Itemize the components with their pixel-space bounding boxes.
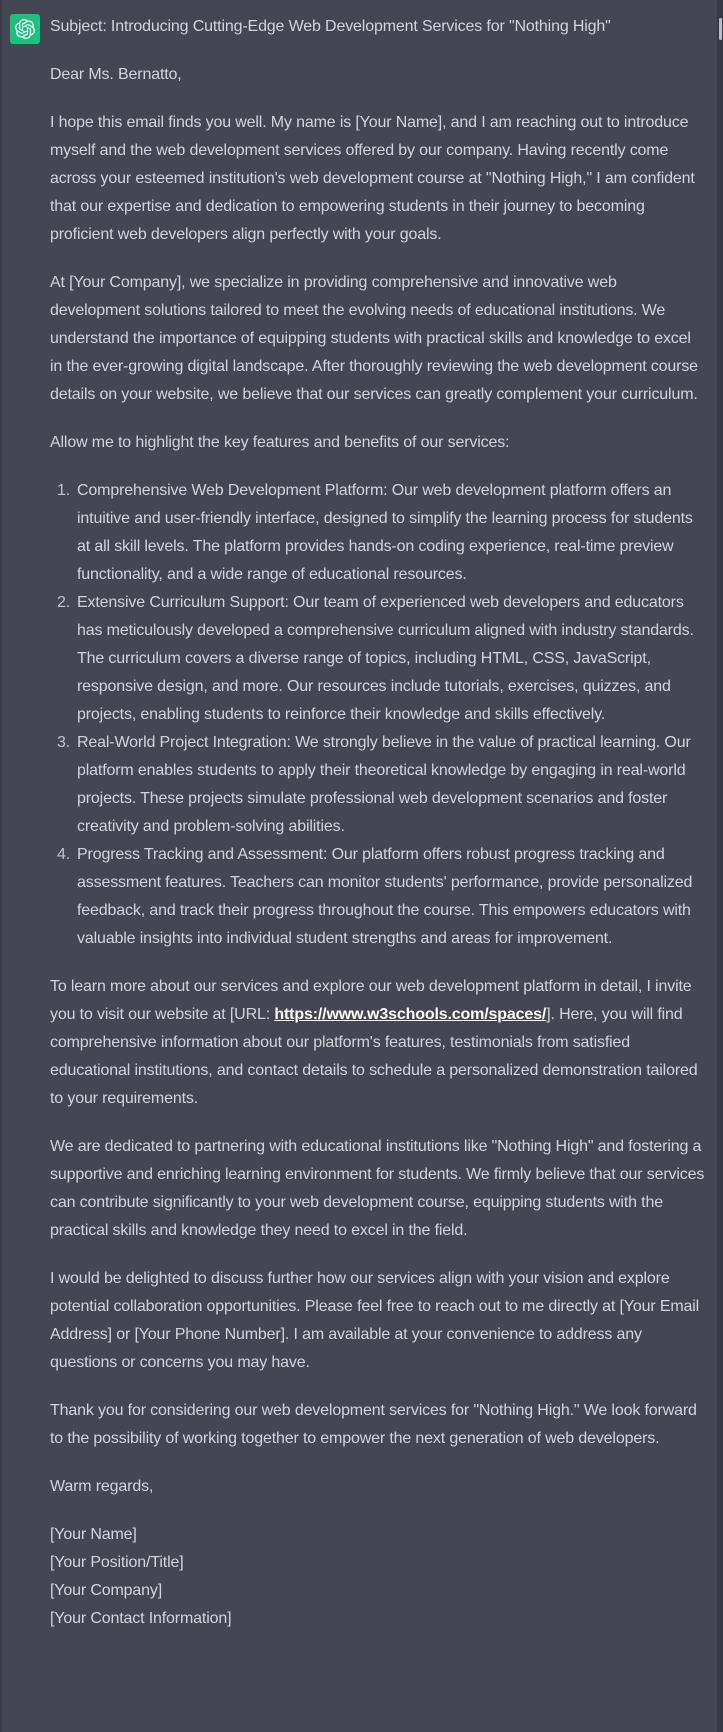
list-item-number: 3.	[56, 734, 70, 751]
signature-position: [Your Position/Title]	[50, 1554, 184, 1571]
signature-name: [Your Name]	[50, 1526, 137, 1543]
list-item	[50, 729, 705, 841]
email-paragraph-discuss: I would be delighted to discuss further how our services align with your vision and explore potential collaboration opportunities. Please feel free to reach out to me directly at [Your Email Address] or [Your Phone Number]. I am available at your convenience to address any questions or concerns you may have.	[50, 1270, 700, 1371]
list-item-number: 1.	[56, 482, 70, 499]
email-paragraph-dedicated: We are dedicated to partnering with educational institutions like "Nothing High" and fostering a supportive and enriching learning environment for students. We firmly believe that our services can contribute significantly to your web development course, equipping students with the practical skills and knowledge they need to excel in the field.	[50, 1138, 705, 1239]
email-greeting: Dear Ms. Bernatto,	[50, 66, 182, 83]
scrollbar-track[interactable]	[717, 0, 723, 1732]
website-paragraph-before-link: To learn more about our services and explore our web development platform in detail, I invite you to visit our website at [URL:	[50, 978, 692, 1023]
website-paragraph-after-link: ]. Here, you will find comprehensive information about our platform's features, testimonials from satisfied educational institutions, and contact details to schedule a personalized demonstration tailored to your requirements.	[50, 1006, 698, 1107]
scrollbar-thumb[interactable]	[719, 18, 722, 40]
signature-company: [Your Company]	[50, 1582, 163, 1599]
email-paragraph-company: At [Your Company], we specialize in providing comprehensive and innovative web development solutions tailored to meet the evolving needs of educational institutions. We understand the importance of equipping students with practical skills and knowledge to excel in the ever-growing digital landscape. After thoroughly reviewing the web development course details on your website, we believe that our services can greatly complement your curriculum.	[50, 274, 698, 403]
list-item	[50, 841, 705, 953]
chatgpt-logo-icon	[15, 19, 35, 39]
list-item-text: Comprehensive Web Development Platform: Our web development platform offers an intuitive and user-friendly interface, designed to simplify the learning process for students at all skill levels. The platform provides hands-on coding experience, real-time preview functionality, and a wide range of educational resources.	[77, 482, 693, 583]
email-paragraph-thanks: Thank you for considering our web development services for "Nothing High." We look forward to the possibility of working together to empower the next generation of web developers.	[50, 1402, 697, 1447]
list-item-text: Progress Tracking and Assessment: Our platform offers robust progress tracking and assessment features. Teachers can monitor students' performance, provide personalized feedback, and track their progress throughout the course. This empowers educators with valuable insights into individual student strengths and areas for improvement.	[77, 846, 693, 947]
list-item	[50, 477, 705, 589]
email-subject-line: Subject: Introducing Cutting-Edge Web Development Services for "Nothing High"	[50, 18, 611, 35]
email-paragraph-website	[50, 973, 705, 1113]
list-item-text: Extensive Curriculum Support: Our team of experienced web developers and educators has meticulously developed a comprehensive curriculum aligned with industry standards. The curriculum covers a diverse range of topics, including HTML, CSS, JavaScript, responsive design, and more. Our resources include tutorials, exercises, quizzes, and projects, enabling students to reinforce their knowledge and skills effectively.	[77, 594, 694, 723]
email-paragraph-highlight: Allow me to highlight the key features and benefits of our services:	[50, 434, 510, 451]
email-sign-off: Warm regards,	[50, 1478, 154, 1495]
list-item-number: 4.	[56, 846, 70, 863]
list-item-text: Real-World Project Integration: We strongly believe in the value of practical learning. Our platform enables students to apply their theoretical knowledge by engaging in real-world projects. These projects simulate professional web development scenarios and foster creativity and problem-solving abilities.	[77, 734, 691, 835]
website-link[interactable]: https://www.w3schools.com/spaces/	[274, 1006, 547, 1023]
email-paragraph-intro: I hope this email finds you well. My name is [Your Name], and I am reaching out to introduce myself and the web development services offered by our company. Having recently come across your esteemed institution's web development course at "Nothing High," I am confident that our expertise and dedication to empowering students in their journey to becoming proficient web developers align perfectly with your goals.	[50, 114, 695, 243]
list-item	[50, 589, 705, 729]
list-item-number: 2.	[56, 594, 70, 611]
avatar	[10, 14, 40, 44]
email-body	[50, 13, 705, 1633]
signature-contact: [Your Contact Information]	[50, 1610, 232, 1627]
features-list	[50, 477, 705, 953]
email-signature	[50, 1521, 705, 1633]
